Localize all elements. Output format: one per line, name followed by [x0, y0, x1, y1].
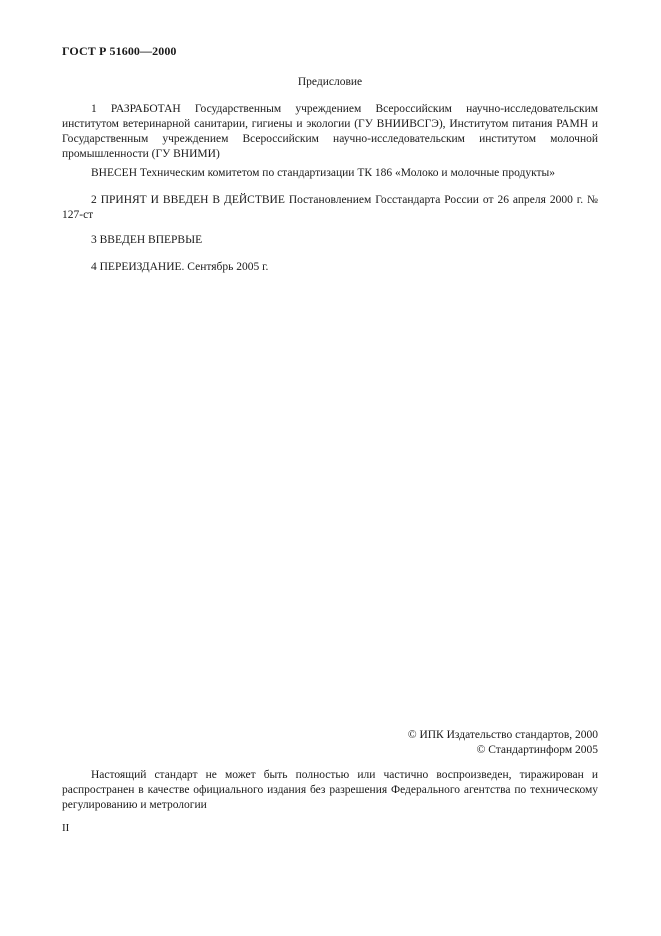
- paragraph-developed-by: 1 РАЗРАБОТАН Государственным учреждением Всероссийским научно-исследовательским институтом ветеринарной санитарии, гигиены и экологии (ГУ ВНИИВСГЭ), Институтом питания РАМН и Государственным учреждением Всероссийским научно-исследовательским институтом молочной промышленности (ГУ ВНИМИ): [62, 103, 598, 160]
- copyright-line-publisher: © ИПК Издательство стандартов, 2000: [407, 729, 598, 741]
- paragraph-reissue: 4 ПЕРЕИЗДАНИЕ. Сентябрь 2005 г.: [91, 261, 269, 273]
- reproduction-notice: Настоящий стандарт не может быть полностью или частично воспроизведен, тиражирован и распространен в качестве официального издания без разрешения Федерального агентства по техническому регулированию и метрологии: [62, 769, 598, 811]
- document-header: ГОСТ Р 51600—2000: [62, 44, 177, 58]
- paragraph-introduced-by: ВНЕСЕН Техническим комитетом по стандартизации ТК 186 «Молоко и молочные продукты»: [91, 167, 556, 179]
- page-number: II: [62, 822, 70, 834]
- section-title: Предисловие: [297, 76, 363, 88]
- copyright-line-standartinform: © Стандартинформ 2005: [476, 744, 598, 756]
- paragraph-first-introduced: 3 ВВЕДЕН ВПЕРВЫЕ: [91, 234, 203, 246]
- paragraph-adopted: 2 ПРИНЯТ И ВВЕДЕН В ДЕЙСТВИЕ Постановлением Госстандарта России от 26 апреля 2000 г. № 127-ст: [62, 194, 598, 221]
